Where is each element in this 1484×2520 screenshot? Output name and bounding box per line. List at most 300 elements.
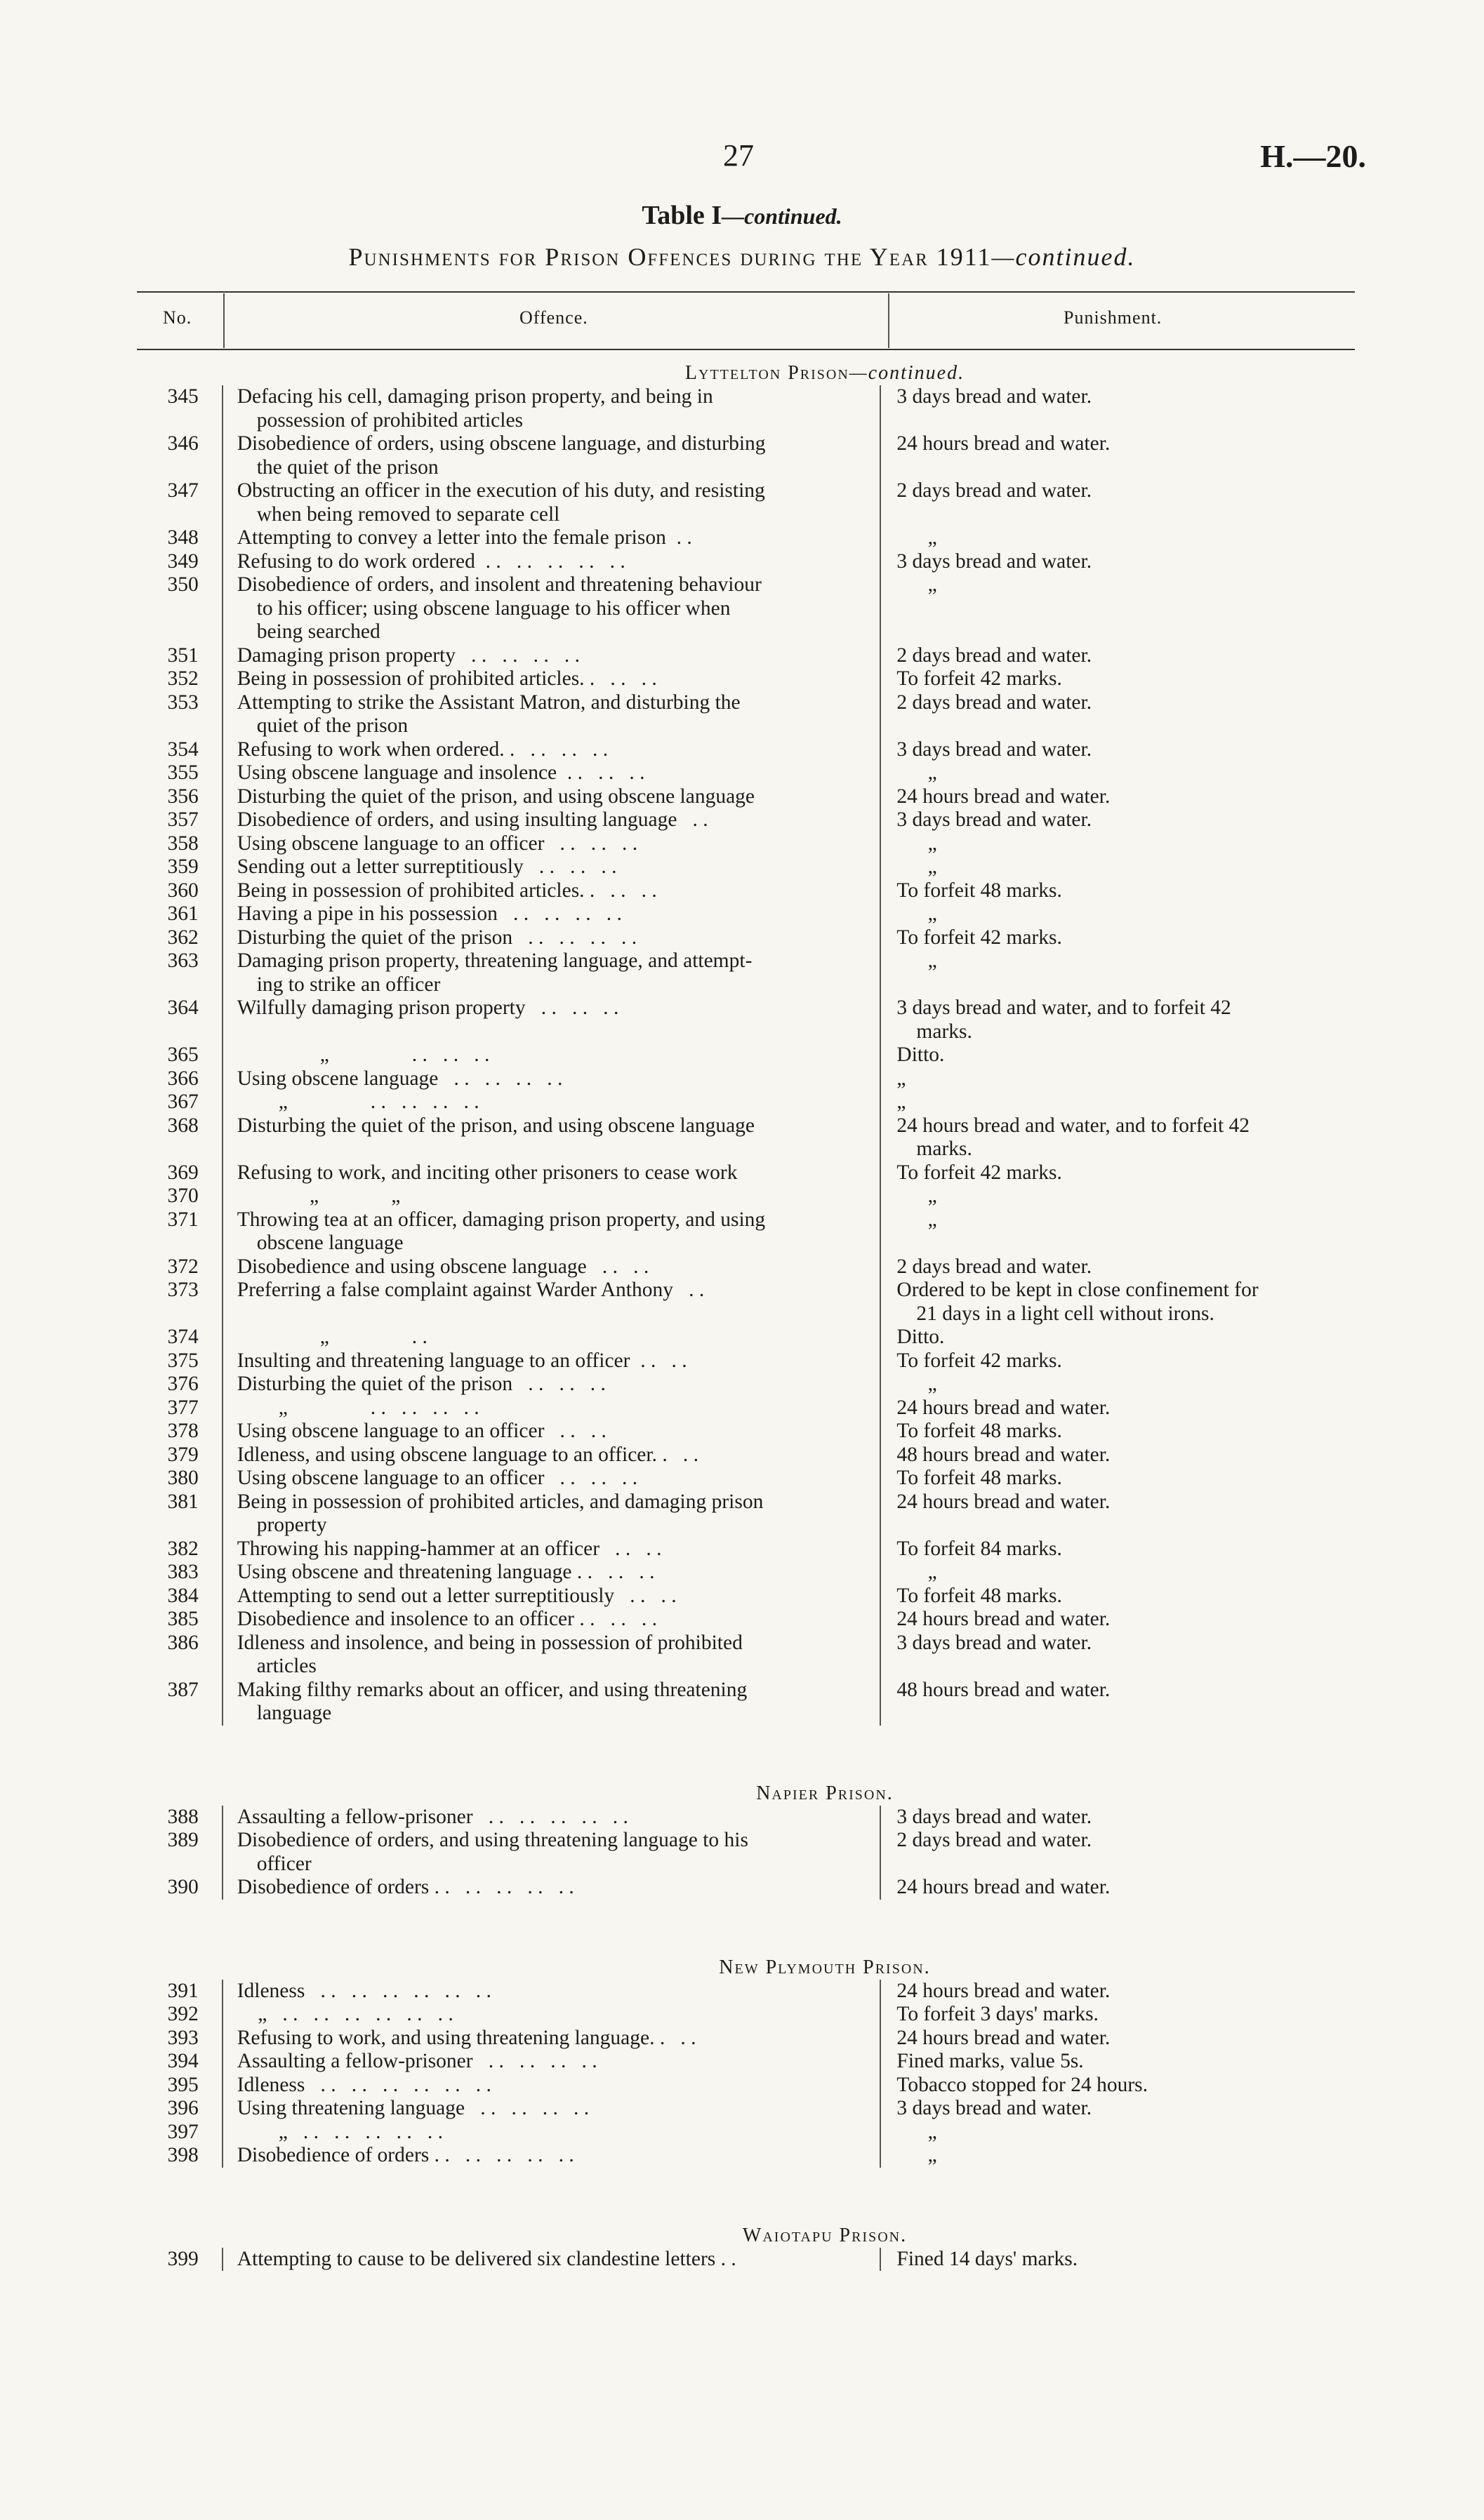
row-number: 357 <box>167 808 199 831</box>
punishment-line: marks. <box>916 1138 972 1160</box>
punishment-cell <box>881 479 1358 526</box>
row-number: 359 <box>167 855 199 878</box>
offence-cell <box>237 550 882 574</box>
table-row <box>137 479 1358 526</box>
offence-cell <box>237 1679 882 1726</box>
punishment-line: „ <box>896 1373 937 1395</box>
punishment-cell <box>881 1161 1358 1185</box>
offence-line: Disobedience and using obscene language . . . . <box>237 1255 649 1278</box>
offence-line: Refusing to work when ordered. . . . . . . . <box>237 738 609 761</box>
punishment-cell <box>881 1373 1358 1396</box>
row-number: 352 <box>167 667 199 690</box>
punishment-line: To forfeit 48 marks. <box>896 879 1062 902</box>
punishment-cell <box>881 2248 1358 2272</box>
offence-line: Disobedience of orders, using obscene language, and disturbing <box>237 432 766 455</box>
offence-line: Being in possession of prohibited articles. . . . . . <box>237 879 657 902</box>
table-row <box>137 1980 1358 2004</box>
row-number: 375 <box>167 1349 199 1372</box>
offence-cell <box>237 1208 882 1255</box>
offence-cell <box>237 1585 882 1608</box>
offence-line: Disobedience of orders, and using insulting language . . <box>237 808 708 831</box>
section-title-text: Lyttelton Prison <box>684 362 849 384</box>
punishment-line: To forfeit 48 marks. <box>896 1467 1062 1489</box>
punishment-line: „ <box>896 573 937 596</box>
table-row <box>137 1185 1358 1208</box>
offence-cell <box>237 526 882 550</box>
offence-line: the quiet of the prison <box>256 455 439 479</box>
row-number: 351 <box>167 644 199 667</box>
punishment-line: 2 days bread and water. <box>896 1829 1092 1851</box>
offence-cell <box>237 1876 882 1900</box>
table-row <box>137 1420 1358 1444</box>
offence-line: Attempting to send out a letter surreptitiously . . . . <box>237 1584 677 1607</box>
punishment-cell <box>881 996 1358 1044</box>
punishment-line: „ <box>896 855 937 878</box>
table-row <box>137 2050 1358 2074</box>
punishment-line: 3 days bread and water. <box>896 1631 1092 1654</box>
row-number: 382 <box>167 1537 199 1560</box>
offence-cell <box>237 949 882 996</box>
offence-cell <box>237 1185 882 1208</box>
offence-cell <box>237 1067 882 1091</box>
punishment-line: 3 days bread and water. <box>896 385 1092 408</box>
punishment-cell <box>881 2003 1358 2027</box>
offence-line: property <box>256 1514 327 1536</box>
row-number: 388 <box>167 1805 199 1828</box>
punishment-line: „ <box>896 832 937 855</box>
paper-code: H.—20. <box>1260 138 1366 174</box>
offence-cell <box>237 1255 882 1279</box>
offence-line: Being in possession of prohibited articles, and damaging prison <box>237 1490 764 1513</box>
punishment-line: Fined 14 days' marks. <box>896 2247 1078 2270</box>
punishment-cell <box>881 1829 1358 1876</box>
punishment-line: 2 days bread and water. <box>896 1255 1092 1278</box>
punishment-line: „ <box>896 1185 937 1207</box>
offence-line: Defacing his cell, damaging prison property, and being in <box>237 385 713 408</box>
table-row <box>137 2121 1358 2145</box>
table-row <box>137 1561 1358 1585</box>
offence-line: Using obscene and threatening language . . . . . . <box>237 1561 655 1583</box>
row-number: 347 <box>167 479 199 502</box>
punishment-cell <box>881 1806 1358 1829</box>
table-row <box>137 573 1358 644</box>
row-number: 387 <box>167 1678 199 1701</box>
page-number: 27 <box>723 138 754 173</box>
table-row <box>137 855 1358 879</box>
punishment-cell <box>881 949 1358 996</box>
offence-line: Idleness and insolence, and being in possession of prohibited <box>237 1631 743 1654</box>
punishment-cell <box>881 2074 1358 2098</box>
row-number: 372 <box>167 1255 199 1278</box>
punishment-cell <box>881 1255 1358 1279</box>
offence-cell <box>237 1279 882 1326</box>
punishment-line: 24 hours bread and water. <box>896 1979 1111 2002</box>
offence-line: Preferring a false complaint against Warder Anthony . . <box>237 1279 705 1301</box>
punishment-line: 24 hours bread and water. <box>896 1396 1111 1419</box>
punishment-line: 3 days bread and water. <box>896 1805 1092 1828</box>
section-title-text: Napier Prison. <box>756 1782 894 1804</box>
punishment-line: „ <box>896 1067 906 1090</box>
offence-cell <box>237 667 882 691</box>
punishment-cell <box>881 1585 1358 1608</box>
offence-cell <box>237 2097 882 2121</box>
row-number: 364 <box>167 996 199 1019</box>
offence-cell <box>237 738 882 762</box>
table-row <box>137 432 1358 479</box>
punishment-line: 2 days bread and water. <box>896 691 1092 714</box>
punishment-line: 48 hours bread and water. <box>896 1678 1111 1701</box>
section-gap <box>137 1900 1358 1956</box>
offence-cell <box>237 855 882 879</box>
row-number: 360 <box>167 879 199 902</box>
offence-line: articles <box>256 1655 317 1677</box>
punishment-cell <box>881 785 1358 809</box>
table-row <box>137 1044 1358 1067</box>
offence-cell <box>237 2027 882 2051</box>
table-row <box>137 526 1358 550</box>
offence-line: „ . . . . . . . . <box>237 1091 479 1113</box>
punishment-line: To forfeit 48 marks. <box>896 1584 1062 1607</box>
offence-line: Assaulting a fellow-prisoner . . . . . . . . . . <box>237 1805 628 1828</box>
table-row <box>137 832 1358 856</box>
punishment-line: To forfeit 3 days' marks. <box>896 2003 1099 2025</box>
punishment-cell <box>881 832 1358 856</box>
punishment-line: 3 days bread and water. <box>896 2097 1092 2119</box>
offence-line: quiet of the prison <box>256 714 409 737</box>
punishment-line: „ <box>896 1561 937 1583</box>
punishment-cell <box>881 879 1358 903</box>
punishment-cell <box>881 1326 1358 1349</box>
table-row <box>137 385 1358 432</box>
punishment-line: 2 days bread and water. <box>896 479 1092 502</box>
header-divider-left <box>223 293 225 348</box>
offence-line: Using obscene language and insolence . . . . . . <box>237 761 645 784</box>
row-number: 377 <box>167 1396 199 1419</box>
row-number: 394 <box>167 2050 199 2072</box>
offence-line: Wilfully damaging prison property . . . . . . <box>237 996 619 1019</box>
section-title-suffix: —continued. <box>849 362 965 384</box>
table-row <box>137 1279 1358 1326</box>
punishment-cell <box>881 855 1358 879</box>
table-title-text: Table I <box>642 201 722 230</box>
section-title <box>291 2224 1358 2248</box>
header-divider-right <box>888 293 889 348</box>
punishment-cell <box>881 2121 1358 2145</box>
punishment-line: „ <box>896 2144 937 2166</box>
offence-cell <box>237 926 882 950</box>
offence-cell <box>237 1161 882 1185</box>
table-row <box>137 808 1358 832</box>
offence-line: ing to strike an officer <box>256 973 441 996</box>
table-row <box>137 1161 1358 1185</box>
offence-line: Idleness . . . . . . . . . . . . <box>237 1979 491 2002</box>
punishment-line: To forfeit 84 marks. <box>896 1537 1062 1560</box>
offence-line: Assaulting a fellow-prisoner . . . . . . . . <box>237 2050 597 2072</box>
offence-line: Using obscene language to an officer . . . . <box>237 1420 607 1442</box>
table-row <box>137 738 1358 762</box>
row-number: 383 <box>167 1561 199 1583</box>
offence-line: Idleness . . . . . . . . . . . . <box>237 2073 491 2096</box>
offence-line: Disturbing the quiet of the prison . . . . . . <box>237 1373 606 1395</box>
row-number: 358 <box>167 832 199 855</box>
offence-cell <box>237 479 882 526</box>
column-header-punishment: Punishment. <box>1064 307 1162 328</box>
offence-line: „ „ <box>237 1185 401 1207</box>
punishment-line: „ <box>896 902 937 925</box>
punishment-line: To forfeit 42 marks. <box>896 926 1062 949</box>
punishment-line: Fined marks, value 5s. <box>896 2050 1084 2072</box>
section-title <box>291 1782 1358 1806</box>
row-number: 361 <box>167 902 199 925</box>
punishment-cell <box>881 1349 1358 1373</box>
punishment-cell <box>881 573 1358 644</box>
offence-line: Disobedience of orders, and insolent and threatening behaviour <box>237 573 762 596</box>
offence-cell <box>237 1608 882 1632</box>
punishment-cell <box>881 1679 1358 1726</box>
offence-line: language <box>256 1702 332 1724</box>
table-subtitle-suffix: —continued. <box>991 243 1136 271</box>
row-number: 350 <box>167 573 199 596</box>
punishment-line: „ <box>896 1091 906 1113</box>
row-number: 362 <box>167 926 199 949</box>
offence-line: Disobedience of orders . . . . . . . . . . <box>237 1876 574 1898</box>
punishment-cell <box>881 644 1358 668</box>
table-row <box>137 926 1358 950</box>
punishment-line: 48 hours bread and water. <box>896 1443 1111 1466</box>
punishment-line: „ <box>896 949 937 972</box>
punishment-line: 3 days bread and water. <box>896 808 1092 831</box>
table-row <box>137 550 1358 574</box>
punishment-line: 21 days in a light cell without irons. <box>916 1302 1214 1325</box>
offence-line: to his officer; using obscene language to his officer when <box>256 596 731 620</box>
table-row <box>137 1067 1358 1091</box>
offence-line: being searched <box>256 620 380 643</box>
offence-line: Using obscene language . . . . . . . . <box>237 1067 563 1090</box>
table-row <box>137 1091 1358 1114</box>
table-row <box>137 1114 1358 1161</box>
punishment-line: 24 hours bread and water. <box>896 1876 1111 1898</box>
punishment-line: 24 hours bread and water, and to forfeit 42 <box>896 1114 1250 1137</box>
table-row <box>137 2144 1358 2168</box>
punishment-line: 24 hours bread and water. <box>896 785 1111 808</box>
punishment-cell <box>881 1067 1358 1091</box>
offence-line: Disobedience of orders, and using threatening language to his <box>237 1829 748 1851</box>
offence-cell <box>237 573 882 644</box>
punishment-cell <box>881 902 1358 926</box>
row-number: 399 <box>167 2247 199 2270</box>
offence-cell <box>237 2074 882 2098</box>
row-number: 391 <box>167 1979 199 2002</box>
offence-line: Damaging prison property, threatening language, and attempt- <box>237 949 753 972</box>
table-row <box>137 2027 1358 2051</box>
table-row <box>137 1255 1358 1279</box>
punishment-cell <box>881 385 1358 432</box>
offence-cell <box>237 1491 882 1538</box>
punishment-cell <box>881 2050 1358 2074</box>
offence-line: when being removed to separate cell <box>256 502 560 526</box>
punishment-cell <box>881 761 1358 785</box>
punishment-cell <box>881 738 1358 762</box>
offence-line: Using threatening language . . . . . . . . <box>237 2097 590 2119</box>
table-row <box>137 2248 1358 2272</box>
punishment-cell <box>881 1538 1358 1561</box>
offence-line: officer <box>256 1852 312 1875</box>
punishment-line: 2 days bread and water. <box>896 644 1092 667</box>
offence-line: Obstructing an officer in the execution of his duty, and resisting <box>237 479 765 502</box>
row-number: 371 <box>167 1208 199 1231</box>
offence-cell <box>237 1326 882 1349</box>
offence-line: Refusing to do work ordered . . . . . . . . . . <box>237 549 625 573</box>
offence-line: „ . . <box>237 1326 428 1348</box>
punishment-line: „ <box>896 2120 937 2143</box>
punishment-cell <box>881 1561 1358 1585</box>
column-header-no: No. <box>163 307 192 328</box>
row-number: 380 <box>167 1467 199 1489</box>
punishment-line: 3 days bread and water. <box>896 549 1092 573</box>
punishment-cell <box>881 1185 1358 1208</box>
offence-line: Insulting and threatening language to an officer . . . . <box>237 1349 687 1372</box>
row-number: 355 <box>167 761 199 784</box>
row-number: 378 <box>167 1420 199 1442</box>
punishment-line: „ <box>896 526 937 549</box>
punishment-cell <box>881 1208 1358 1255</box>
offence-line: Refusing to work, and inciting other prisoners to cease work <box>237 1161 738 1184</box>
offence-line: Disturbing the quiet of the prison . . . . . . . . <box>237 926 637 949</box>
row-number: 365 <box>167 1044 199 1066</box>
table-row <box>137 761 1358 785</box>
table-row <box>137 2003 1358 2027</box>
punishment-cell <box>881 1632 1358 1679</box>
offence-cell <box>237 1420 882 1444</box>
table-row <box>137 2074 1358 2098</box>
table-row <box>137 1208 1358 1255</box>
section-title-text: Waiotapu Prison. <box>742 2224 908 2246</box>
offence-line: Disobedience of orders . . . . . . . . . . <box>237 2144 574 2166</box>
table-row <box>137 1349 1358 1373</box>
offence-cell <box>237 644 882 668</box>
punishment-line: 24 hours bread and water. <box>896 1490 1111 1513</box>
offence-cell <box>237 2050 882 2074</box>
table-subtitle <box>0 242 1484 272</box>
punishment-cell <box>881 1980 1358 2004</box>
table-row <box>137 1467 1358 1491</box>
row-number: 395 <box>167 2073 199 2096</box>
punishment-line: marks. <box>916 1020 972 1043</box>
offence-line: obscene language <box>256 1232 404 1254</box>
punishment-cell <box>881 808 1358 832</box>
row-number: 356 <box>167 785 199 808</box>
table-row <box>137 1876 1358 1900</box>
punishment-line: Ditto. <box>896 1326 945 1348</box>
row-number: 353 <box>167 691 199 714</box>
offence-cell <box>237 1349 882 1373</box>
offence-line: „ . . . . . . <box>237 1044 490 1066</box>
punishment-cell <box>881 1467 1358 1491</box>
offence-line: Disturbing the quiet of the prison, and using obscene language <box>237 1114 755 1137</box>
row-number: 373 <box>167 1279 199 1301</box>
section-title <box>291 1956 1358 1980</box>
punishment-line: To forfeit 42 marks. <box>896 1349 1062 1372</box>
offence-cell <box>237 691 882 738</box>
offence-line: possession of prohibited articles <box>256 408 524 432</box>
offence-cell <box>237 432 882 479</box>
offence-cell <box>237 1114 882 1161</box>
row-number: 369 <box>167 1161 199 1184</box>
punishment-line: 3 days bread and water. <box>896 738 1092 761</box>
punishment-line: 24 hours bread and water. <box>896 1608 1111 1630</box>
section-gap <box>137 2168 1358 2224</box>
offence-cell <box>237 996 882 1044</box>
offence-cell <box>237 1044 882 1067</box>
column-header-offence: Offence. <box>519 307 588 328</box>
table-row <box>137 1679 1358 1726</box>
row-number: 393 <box>167 2026 199 2049</box>
row-number: 392 <box>167 2003 199 2025</box>
offence-line: Throwing tea at an officer, damaging prison property, and using <box>237 1208 766 1231</box>
offence-line: Refusing to work, and using threatening language. . . . <box>237 2026 696 2049</box>
row-number: 389 <box>167 1829 199 1851</box>
offence-cell <box>237 2248 882 2272</box>
table-row <box>137 1806 1358 1829</box>
offence-cell <box>237 1561 882 1585</box>
offence-line: Sending out a letter surreptitiously . . . . . . <box>237 855 617 878</box>
offence-cell <box>237 808 882 832</box>
row-number: 398 <box>167 2144 199 2166</box>
offence-cell <box>237 2144 882 2168</box>
offence-line: Attempting to strike the Assistant Matron, and disturbing the <box>237 691 741 714</box>
row-number: 345 <box>167 385 199 408</box>
offence-cell <box>237 1632 882 1679</box>
offences-table <box>137 361 1358 2271</box>
punishment-line: To forfeit 42 marks. <box>896 1161 1062 1184</box>
row-number: 346 <box>167 432 199 455</box>
header-bottom-rule <box>137 349 1355 350</box>
table-row <box>137 644 1358 668</box>
offence-cell <box>237 1444 882 1467</box>
section-gap <box>137 1726 1358 1782</box>
row-number: 349 <box>167 549 199 573</box>
offence-cell <box>237 1091 882 1114</box>
punishment-cell <box>881 1420 1358 1444</box>
punishment-cell <box>881 2027 1358 2051</box>
offence-cell <box>237 1980 882 2004</box>
offence-cell <box>237 879 882 903</box>
punishment-cell <box>881 926 1358 950</box>
row-number: 379 <box>167 1443 199 1466</box>
header-top-rule <box>137 291 1355 293</box>
offence-line: „ . . . . . . . . . . <box>237 2120 444 2143</box>
table-row <box>137 1491 1358 1538</box>
punishment-cell <box>881 1608 1358 1632</box>
table-row <box>137 949 1358 996</box>
row-number: 366 <box>167 1067 199 1090</box>
punishment-line: Ordered to be kept in close confinement for <box>896 1279 1259 1301</box>
punishment-cell <box>881 1444 1358 1467</box>
offence-cell <box>237 2121 882 2145</box>
punishment-line: 3 days bread and water, and to forfeit 42 <box>896 996 1231 1019</box>
punishment-cell <box>881 667 1358 691</box>
offence-cell <box>237 385 882 432</box>
table-row <box>137 1608 1358 1632</box>
table-row <box>137 1585 1358 1608</box>
table-row <box>137 1326 1358 1349</box>
punishment-cell <box>881 1876 1358 1900</box>
offence-line: Disturbing the quiet of the prison, and using obscene language <box>237 785 755 808</box>
row-number: 396 <box>167 2097 199 2119</box>
offence-line: Idleness, and using obscene language to an officer. . . . <box>237 1443 698 1466</box>
section-title-text: New Plymouth Prison. <box>719 1956 931 1978</box>
punishment-line: 24 hours bread and water. <box>896 2026 1111 2049</box>
